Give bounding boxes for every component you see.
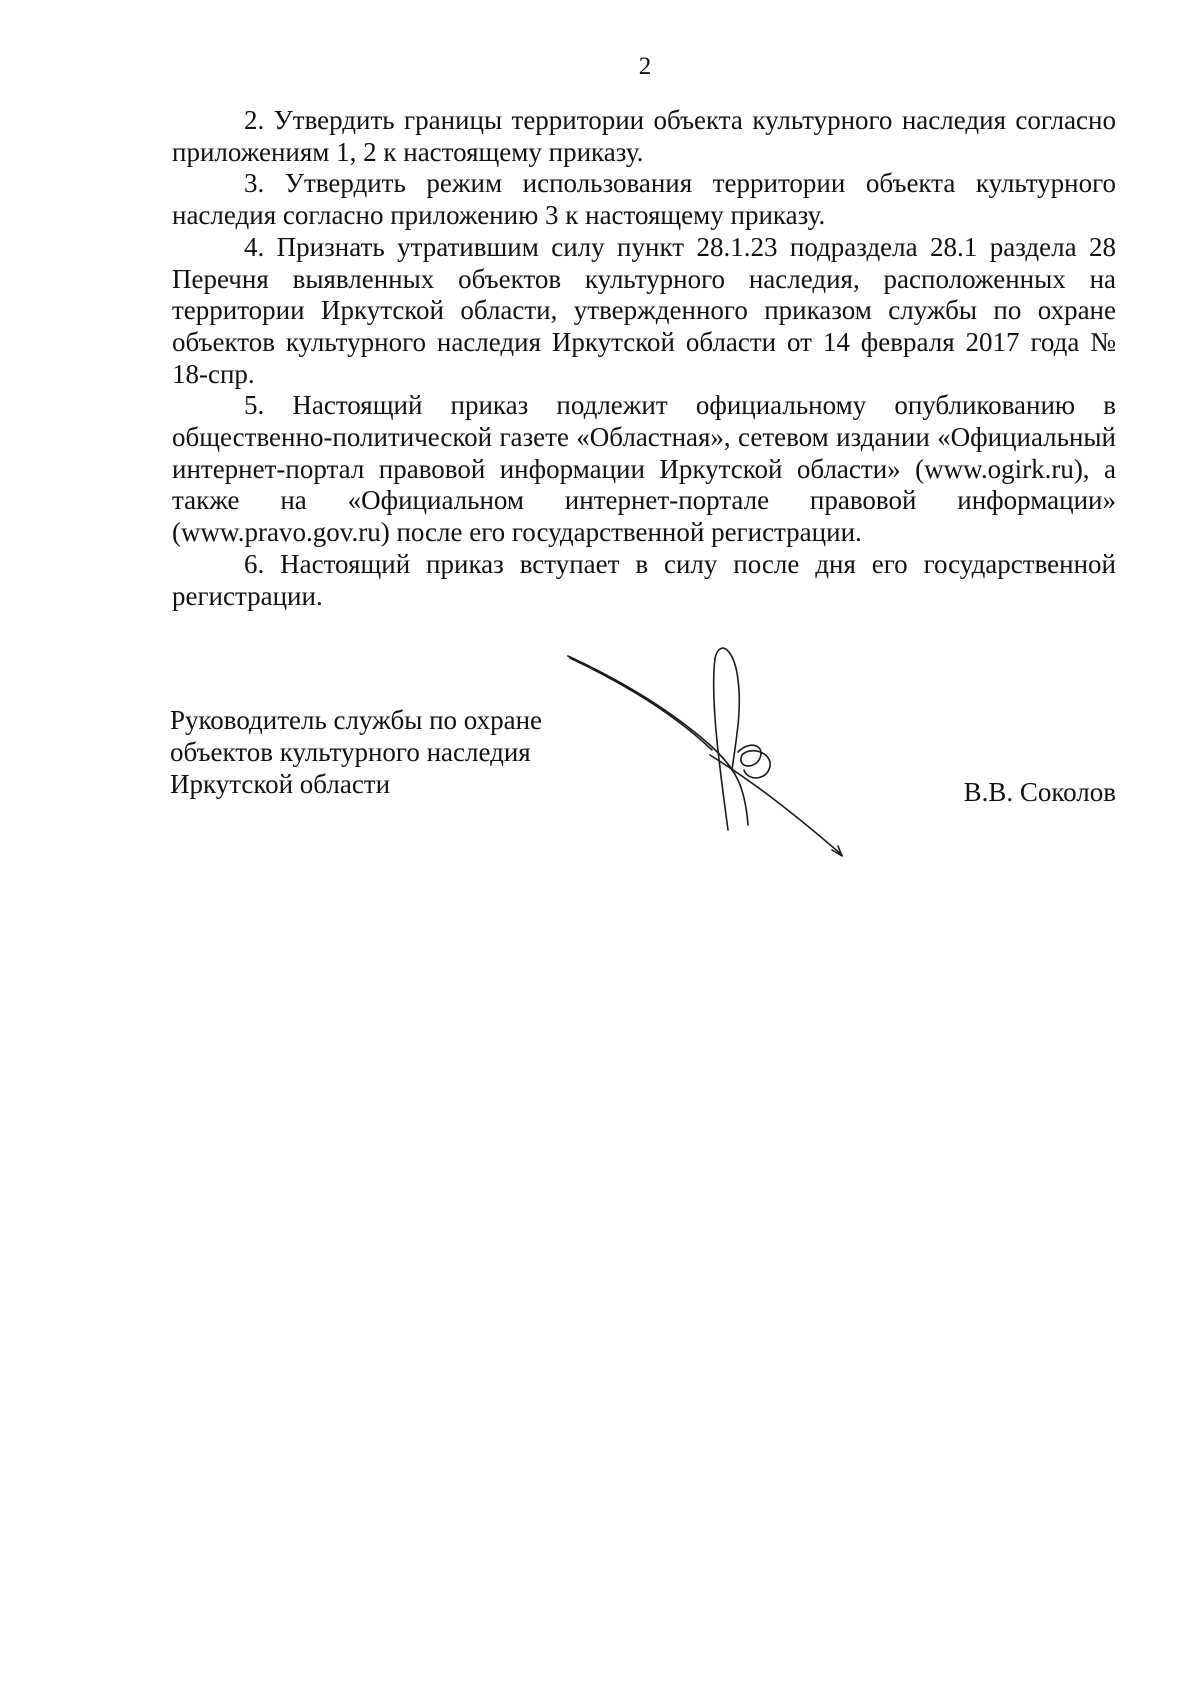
paragraph-6: 6. Настоящий приказ вступает в силу после дня его государственной регистрации. (172, 548, 1116, 611)
signer-position-line: объектов культурного наследия (170, 737, 531, 767)
paragraph-4: 4. Признать утратившим силу пункт 28.1.23 подраздела 28.1 раздела 28 Перечня выявленных объектов культурного наследия, расположенных на территории Иркутской области, утвержденного приказом службы по охране объектов культурного наследия Иркутской области от 14 февраля 2017 года № 18-спр. (172, 231, 1116, 389)
page-number: 2 (638, 53, 652, 80)
signer-name: В.В. Соколов (963, 777, 1116, 807)
signer-position-line: Руководитель службы по охране (170, 705, 543, 735)
signer-position-line: Иркутской области (170, 769, 391, 799)
handwritten-signature-icon (560, 640, 860, 870)
document-body (172, 105, 1116, 612)
paragraph-2: 2. Утвердить границы территории объекта культурного наследия согласно приложениям 1, 2 к настоящему приказу. (172, 105, 1116, 167)
paragraph-5: 5. Настоящий приказ подлежит официальному опубликованию в общественно-политической газете «Областная», сетевом издании «Официальный интернет-портал правовой информации Иркутской области» (www.ogirk.ru), а также на «Официальном интернет-портале правовой информации» (www.pravo.gov.ru) после его государственной регистрации. (172, 390, 1116, 548)
paragraph-3: 3. Утвердить режим использования территории объекта культурного наследия согласно приложению 3 к настоящему приказу. (172, 168, 1116, 231)
